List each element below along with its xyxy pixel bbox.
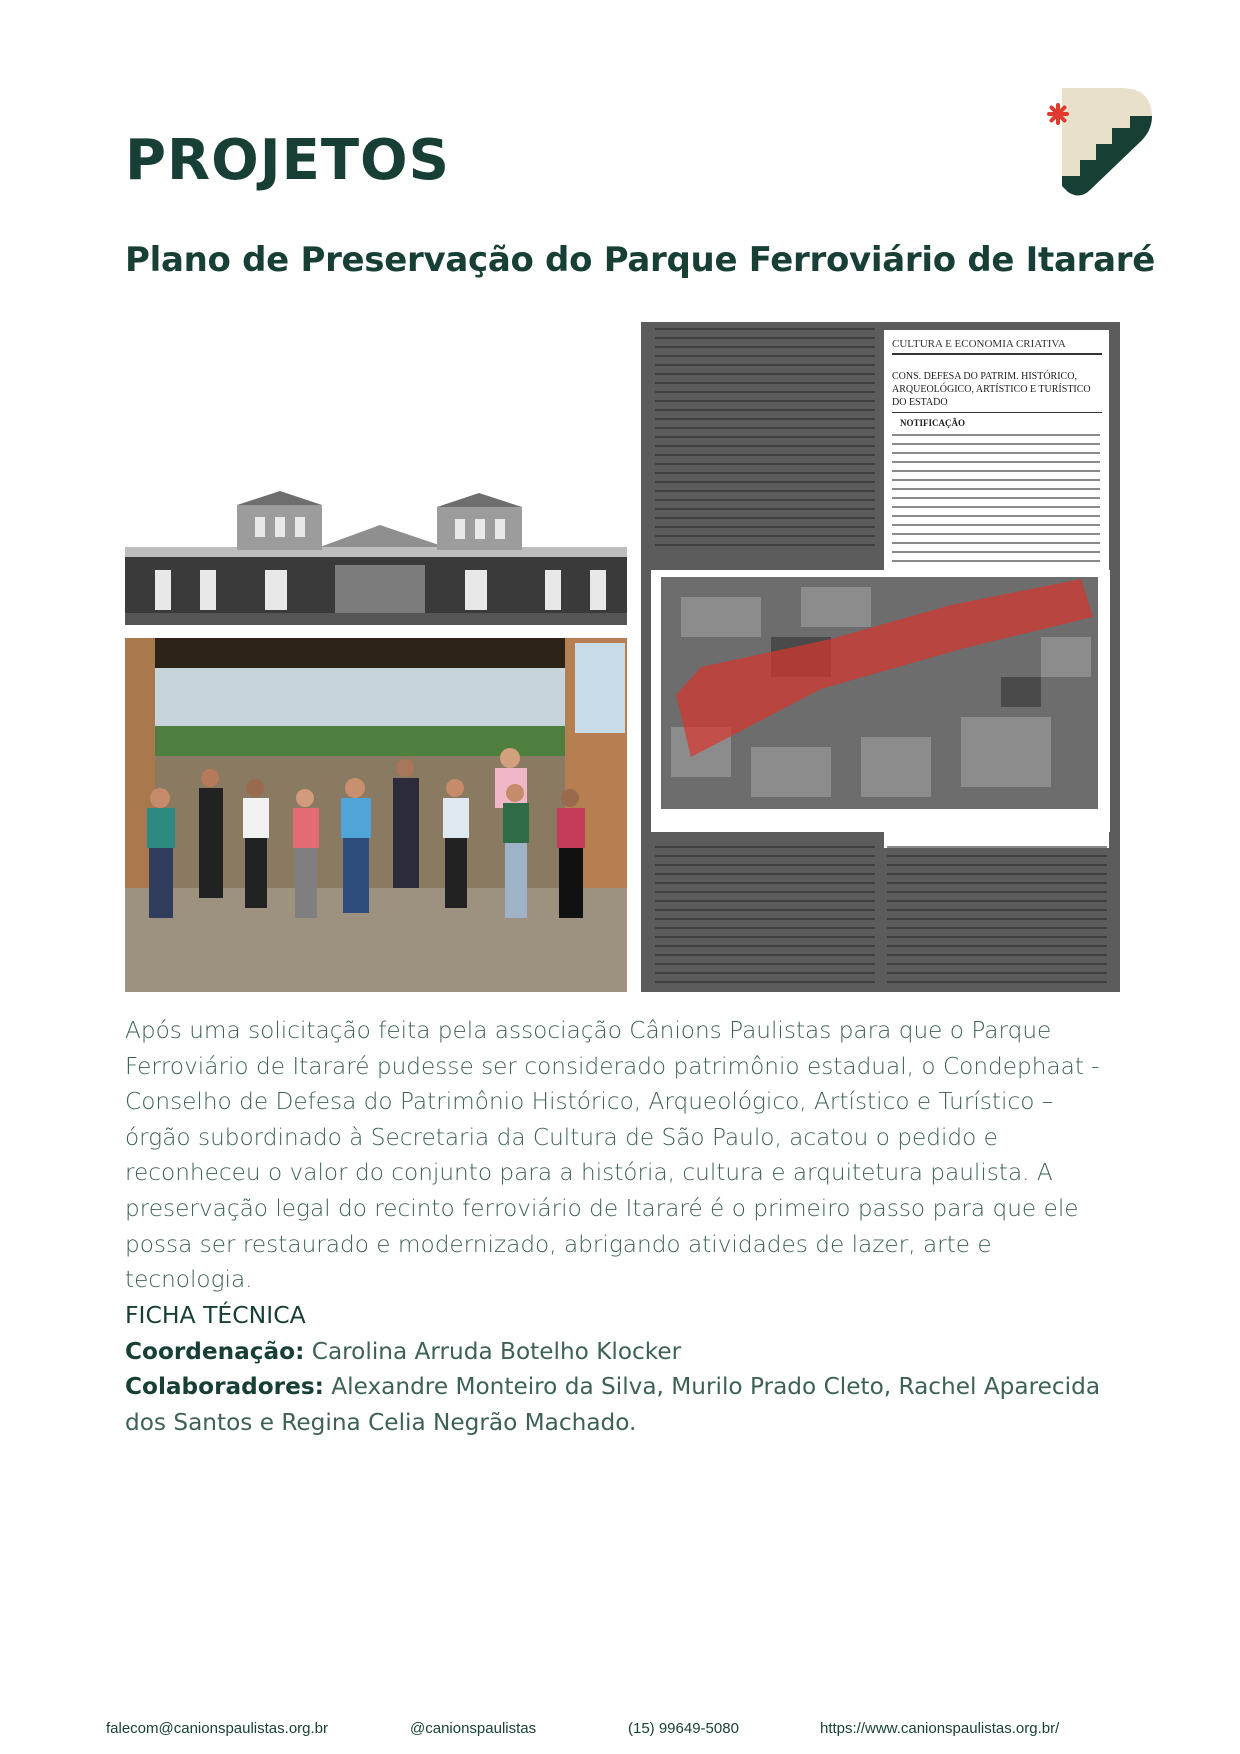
collab-label: Colaboradores: <box>125 1373 324 1401</box>
gazette-clipping <box>641 322 1120 992</box>
project-description: Após uma solicitação feita pela associação Cânions Paulistas para que o Parque Ferroviário de Itararé pudesse ser considerado patrimônio estadual, o Condephaat - Conselho de Defesa do Patrimônio Histórico, Arqueológico, Artístico e Turístico – órgão subordinado à Secretaria da Cultura de São Paulo, acatou o pedido e reconheceu o valor do conjunto para a história, cultura e arquitetura paulista. A preservação legal do recinto ferroviário de Itararé é o primeiro passo para que ele possa ser restaurado e modernizado, abrigando atividades de lazer, arte e tecnologia. <box>125 1017 1100 1294</box>
gazette-notice-heading: NOTIFICAÇÃO <box>900 418 966 428</box>
coord-label: Coordenação: <box>125 1337 305 1365</box>
coord-value: Carolina Arruda Botelho Klocker <box>304 1337 682 1365</box>
gazette-map-panel <box>651 570 1110 832</box>
collab-value: Alexandre Monteiro da Silva, Murilo Prado Cleto, Rachel Aparecida dos Santos e Regina Celia Negrão Machado. <box>125 1373 1101 1436</box>
ficha-colaboradores <box>125 1369 1125 1440</box>
footer-phone: (15) 99649-5080 <box>628 1720 739 1737</box>
gazette-org-label: CONS. DEFESA DO PATRIM. HISTÓRICO, ARQUEOLÓGICO, ARTÍSTICO E TURÍSTICO DO ESTADO <box>892 370 1102 413</box>
canions-paulistas-logo-icon <box>1040 80 1160 200</box>
ficha-coordenacao <box>125 1334 1125 1370</box>
gazette-section-label: CULTURA E ECONOMIA CRIATIVA <box>892 338 1102 355</box>
station-photo <box>125 485 627 625</box>
project-title: Plano de Preservação do Parque Ferroviário de Itararé <box>125 240 1155 280</box>
section-title: PROJETOS <box>125 128 450 193</box>
group-photo <box>125 638 627 992</box>
ficha-tecnica <box>125 1298 1125 1440</box>
page-footer <box>0 1720 1240 1742</box>
footer-email-link[interactable]: falecom@canionspaulistas.org.br <box>106 1720 329 1737</box>
footer-social-link[interactable]: @canionspaulistas <box>410 1720 537 1737</box>
tombamento-map <box>661 577 1098 809</box>
footer-website-link[interactable]: https://www.canionspaulistas.org.br/ <box>820 1720 1060 1737</box>
ficha-heading: FICHA TÉCNICA <box>125 1301 306 1329</box>
